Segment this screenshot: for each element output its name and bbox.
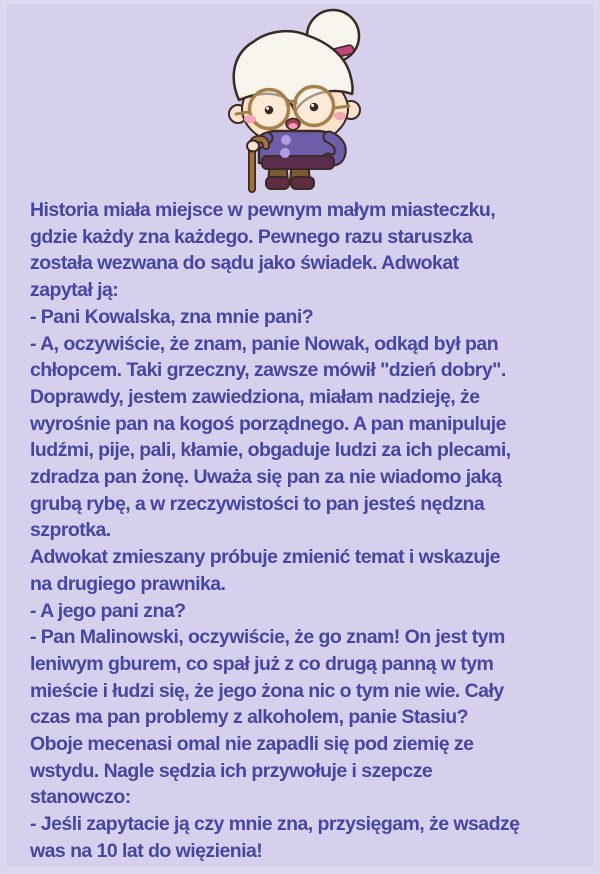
joke-text-line: Adwokat zmieszany próbuje zmienić temat i wskazuje	[30, 546, 500, 569]
joke-text-line: ludźmi, pije, pali, kłamie, obgaduje ludzi za ich plecami,	[30, 439, 511, 462]
joke-text-line: chłopcem. Taki grzeczny, zawsze mówił "dzień dobry".	[30, 359, 506, 382]
joke-text-line: stanowczo:	[30, 786, 131, 809]
joke-text-line: - Pan Malinowski, oczywiście, że go znam! On jest tym	[30, 626, 505, 649]
joke-text-line: wyrośnie pan na kogoś porządnego. A pan manipuluje	[30, 412, 506, 435]
joke-text-line: Oboje mecenasi omal nie zapadli się pod ziemię ze	[30, 733, 474, 756]
joke-text-line: została wezwana do sądu jako świadek. Adwokat	[30, 252, 459, 275]
joke-text-line: wstydu. Nagle sędzia ich przywołuje i szepcze	[30, 759, 433, 782]
joke-text-line: zdradza pan żonę. Uważa się pan za nie wiadomo jaką	[30, 466, 502, 489]
joke-text-line: Historia miała miejsce w pewnym małym miasteczku,	[30, 199, 496, 221]
grandma-illustration	[225, 6, 375, 196]
joke-text-line: szprotka.	[30, 519, 111, 542]
joke-text-line: - Pani Kowalska, zna mnie pani?	[30, 305, 314, 328]
joke-text-line: czas ma pan problemy z alkoholem, panie Stasiu?	[30, 706, 468, 729]
joke-text-line: na drugiego prawnika.	[30, 572, 226, 595]
joke-text-line: mieście i łudzi się, że jego żona nic o tym nie wie. Cały	[30, 679, 504, 702]
joke-text-line: gdzie każdy zna każdego. Pewnego razu staruszka	[30, 225, 473, 248]
joke-text-line: zapytał ją:	[30, 279, 119, 302]
joke-text-line: - A jego pani zna?	[30, 599, 186, 622]
joke-text-line: leniwym gburem, co spał już z co drugą panną w tym	[30, 652, 494, 675]
joke-text-line: - Jeśli zapytacie ją czy mnie zna, przysięgam, że wsadzę	[30, 813, 520, 836]
joke-card	[6, 4, 594, 866]
joke-text	[6, 196, 594, 865]
grandma-cartoon-icon	[225, 6, 375, 196]
joke-text-line: grubą rybę, a w rzeczywistości to pan jesteś nędzna	[30, 492, 485, 515]
joke-text-line: Doprawdy, jestem zawiedziona, miałam nadzieję, że	[30, 385, 480, 408]
joke-text-line: - A, oczywiście, że znam, panie Nowak, odkąd był pan	[30, 332, 499, 355]
joke-text-line: was na 10 lat do więzienia!	[30, 839, 263, 862]
